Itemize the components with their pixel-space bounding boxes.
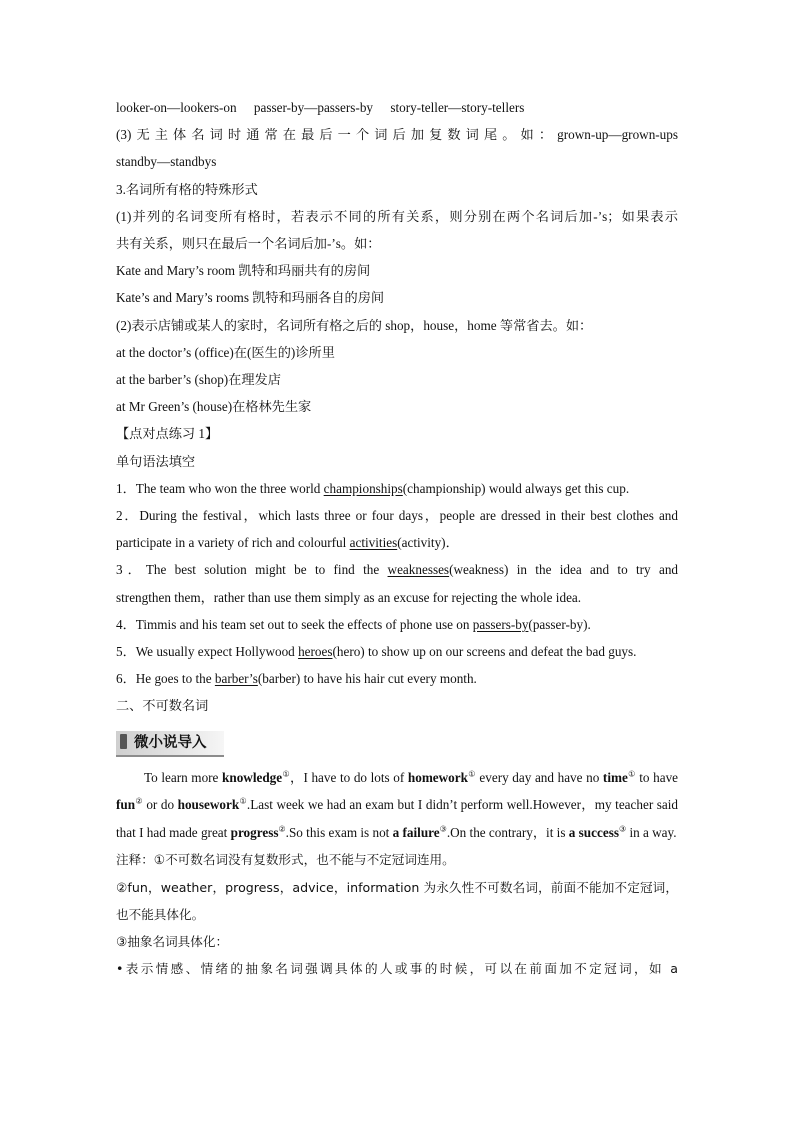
question-4: 4．Timmis and his team set out to seek the effects of phone use on passers-by(passer-by). — [116, 616, 591, 632]
question-2-line2: participate in a variety of rich and colourful activities(activity)． — [116, 535, 459, 551]
example-passer-by: passer-by—passers-by — [253, 100, 374, 115]
bookmark-icon — [120, 734, 127, 749]
question-5: 5．We usually expect Hollywood heroes(hero) to show up on our screens and defeat the bad guys. — [116, 644, 637, 660]
question-3-line2: strengthen them，rather than use them simply as an excuse for rejecting the whole idea. — [116, 589, 582, 605]
answer-6: barber’s — [214, 671, 258, 687]
answer-3: weaknesses — [387, 562, 450, 578]
possessive-example-2: Kate’s and Mary’s rooms 凯特和玛丽各自的房间 — [116, 290, 385, 306]
example-looker-on: looker-on—lookers-on — [116, 100, 237, 115]
possessive-example-1: Kate and Mary’s room 凯特和玛丽共有的房间 — [116, 263, 371, 279]
section3-p1-line2: 共有关系，则只在最后一个名词后加-’s。如： — [116, 236, 381, 252]
keyword-knowledge: knowledge — [222, 769, 283, 785]
note-2-line2: 也不能具体化。 — [116, 906, 205, 922]
micro-story-banner — [116, 728, 678, 758]
question-6: 6．He goes to the barber’s(barber) to have his hair cut every month. — [116, 671, 477, 687]
keyword-fun: fun — [116, 797, 136, 813]
section3-title: 3.名词所有格的特殊形式 — [116, 181, 258, 197]
possessive-example-5: at Mr Green’s (house)在格林先生家 — [116, 399, 312, 415]
practice-heading: 【点对点练习 1】 — [116, 426, 219, 442]
keyword-failure: a failure — [392, 824, 440, 840]
rule3-line1: (3)无主体名词时通常在最后一个词后加复数词尾。如：grown-up—grown-ups — [116, 127, 678, 143]
practice-subheading: 单句语法填空 — [116, 453, 196, 469]
answer-1: championships — [323, 480, 403, 496]
section-two-title: 二、不可数名词 — [116, 698, 209, 714]
answer-2: activities — [349, 535, 398, 551]
answer-4: passers-by — [472, 616, 529, 632]
possessive-example-3: at the doctor’s (office)在(医生的)诊所里 — [116, 344, 335, 360]
answer-5: heroes — [298, 644, 333, 660]
question-3-line1: 3．The best solution might be to find the weaknesses(weakness) in the idea and to try and — [116, 562, 678, 578]
possessive-example-4: at the barber’s (shop)在理发店 — [116, 372, 281, 388]
micro-story-paragraph: To learn more knowledge①，I have to do lots of homework① every day and have no time① to have fun② or do housework①.Last week we had an exam but I didn’t perform well.However，my teacher said that I had made great progress②.So this exam is not a failure③.On the contrary，it is a success③ in a way. — [116, 769, 679, 840]
compound-noun-examples — [116, 94, 678, 121]
note-4: •表示情感、情绪的抽象名词强调具体的人或事的时候，可以在前面加不定冠词，如 a — [116, 961, 678, 977]
rule3-line2: standby—standbys — [116, 154, 217, 170]
question-2-line1: 2．During the festival，which lasts three or four days，people are dressed in their best clothes and — [116, 508, 678, 524]
note-2-line1: ②fun，weather，progress，advice，information 为永久性不可数名词，前面不能加不定冠词， — [116, 879, 678, 895]
banner-title: 微小说导入 — [134, 734, 207, 751]
question-1: 1．The team who won the three world championships(championship) would always get this cup. — [116, 480, 630, 496]
keyword-time: time — [602, 769, 628, 785]
keyword-homework: homework — [407, 769, 468, 785]
note-1: 注释：①不可数名词没有复数形式，也不能与不定冠词连用。 — [116, 852, 455, 868]
keyword-success: a success — [568, 824, 619, 840]
section3-p1-line1: (1)并列的名词变所有格时，若表示不同的所有关系，则分别在两个名词后加-’s；如果表示 — [116, 208, 678, 224]
document-page — [116, 94, 678, 982]
note-3: ③抽象名词具体化： — [116, 934, 229, 950]
section3-p2: (2)表示店铺或某人的家时，名词所有格之后的 shop，house，home 等常省去。如： — [116, 317, 593, 333]
keyword-housework: housework — [177, 797, 240, 813]
example-story-teller: story-teller—story-tellers — [390, 100, 525, 115]
keyword-progress: progress — [230, 824, 279, 840]
